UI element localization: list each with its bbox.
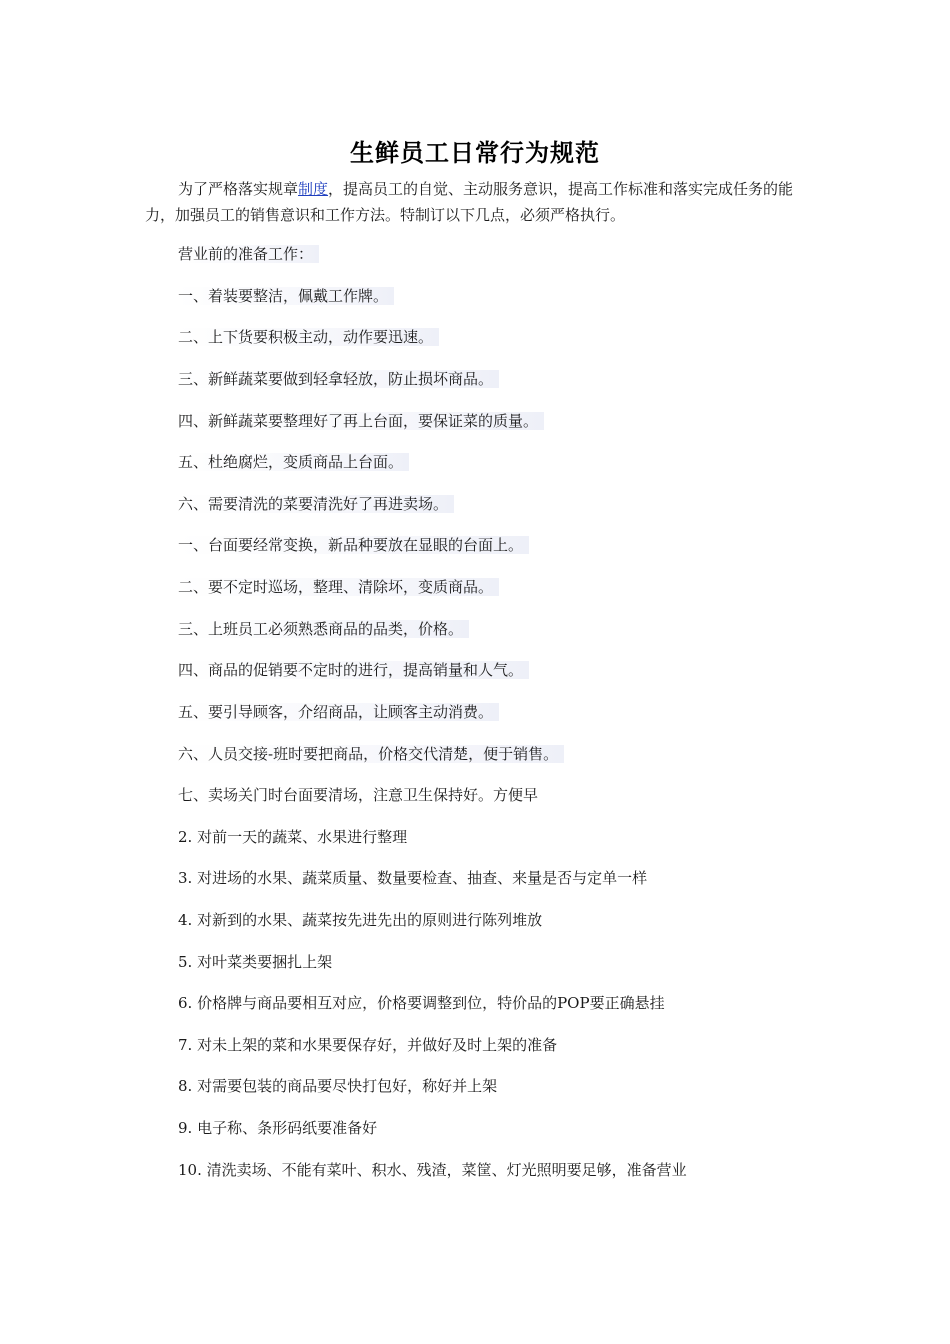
- list-item: 9. 电子称、条形码纸要准备好: [178, 1119, 378, 1137]
- list-item: 三、上班员工必须熟悉商品的品类，价格。: [178, 619, 469, 639]
- list-item: 10. 清洗卖场、不能有菜叶、积水、残渣，菜筐、灯光照明要足够，准备营业: [178, 1161, 687, 1179]
- intro-text-after-link: ，提高员工的自觉、主动服务意识，提高工作标准和落实完成任务的能力，加强员工的销售意识和工作方法。特制订以下几点，必须严格执行。: [145, 180, 794, 224]
- list-item: 四、新鲜蔬菜要整理好了再上台面，要保证菜的质量。: [178, 411, 544, 431]
- document-title: 生鲜员工日常行为规范: [350, 139, 600, 167]
- list-item: 六、人员交接-班时要把商品，价格交代清楚，便于销售。: [178, 744, 564, 764]
- list-item: 五、杜绝腐烂，变质商品上台面。: [178, 452, 409, 472]
- list-item: 4. 对新到的水果、蔬菜按先进先出的原则进行陈列堆放: [178, 911, 543, 929]
- list-item: 5. 对叶菜类要捆扎上架: [178, 953, 333, 971]
- list-item: 一、台面要经常变换，新品种要放在显眼的台面上。: [178, 535, 529, 555]
- intro-text-before-link: 为了严格落实规章: [178, 180, 299, 198]
- list-item: 2. 对前一天的蔬菜、水果进行整理: [178, 828, 408, 846]
- list-item: 五、要引导顾客，介绍商品，让顾客主动消费。: [178, 702, 499, 722]
- section-heading-preparation: 营业前的准备工作：: [178, 244, 319, 264]
- list-item: 二、要不定时巡场，整理、清除坏，变质商品。: [178, 577, 499, 597]
- list-item: 四、商品的促销要不定时的进行，提高销量和人气。: [178, 660, 529, 680]
- list-item: 8. 对需要包装的商品要尽快打包好，称好并上架: [178, 1077, 498, 1095]
- regulation-link[interactable]: 制度: [298, 180, 329, 198]
- list-item: 7. 对未上架的菜和水果要保存好，并做好及时上架的准备: [178, 1036, 558, 1054]
- list-item: 三、新鲜蔬菜要做到轻拿轻放，防止损坏商品。: [178, 369, 499, 389]
- list-item: 二、上下货要积极主动，动作要迅速。: [178, 327, 439, 347]
- list-item: 6. 价格牌与商品要相互对应，价格要调整到位，特价品的POP要正确悬挂: [178, 994, 665, 1012]
- list-item: 七、卖场关门时台面要清场，注意卫生保持好。方便早: [178, 786, 539, 804]
- list-item: 六、需要清洗的菜要清洗好了再进卖场。: [178, 494, 454, 514]
- list-item: 一、着装要整洁，佩戴工作牌。: [178, 286, 394, 306]
- intro-paragraph: [145, 176, 815, 228]
- list-item: 3. 对进场的水果、蔬菜质量、数量要检查、抽查、来量是否与定单一样: [178, 869, 648, 887]
